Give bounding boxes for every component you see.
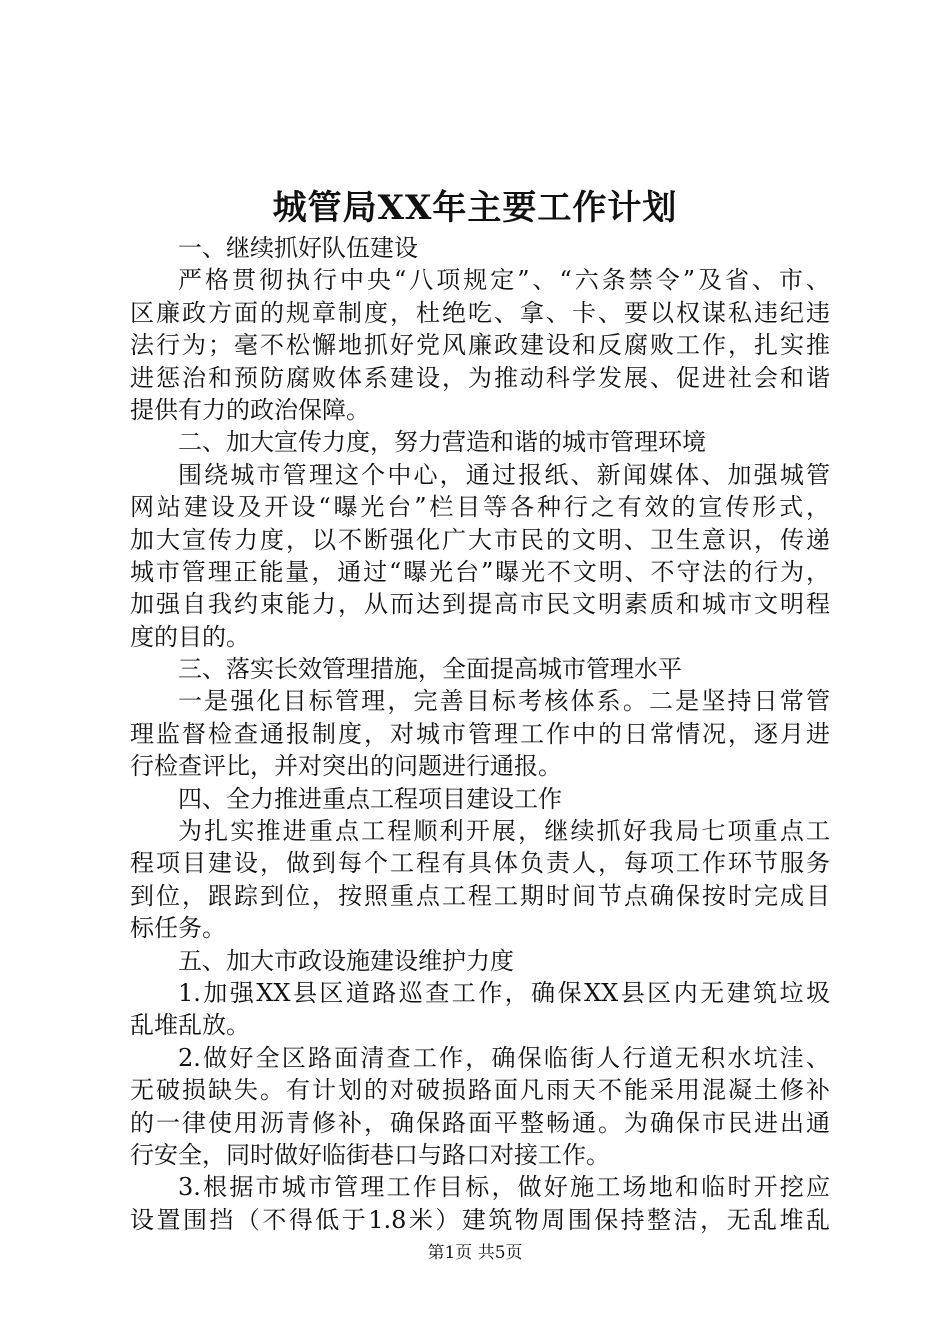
- text-line: 严格贯彻执行中央“八项规定”、“六条禁令”及省、市、: [178, 266, 830, 295]
- text-line: 无破损缺失。有计划的对破损路面凡雨天不能采用混凝土修补: [130, 1076, 830, 1105]
- text-line: 3.根据市城市管理工作目标，做好施工场地和临时开挖应: [178, 1173, 830, 1202]
- text-line: 度的目的。: [130, 622, 250, 651]
- text-line: 网站建设及开设“曝光台”栏目等各种行之有效的宣传形式，: [130, 493, 830, 522]
- text-line: 五、加大市政设施建设维护力度: [178, 946, 514, 975]
- text-line: 的一律使用沥青修补，确保路面平整畅通。为确保市民进出通: [130, 1108, 830, 1137]
- text-line: 1.加强XX县区道路巡查工作，确保XX县区内无建筑垃圾: [178, 978, 830, 1007]
- text-line: 一、继续抓好队伍建设: [178, 234, 418, 262]
- text-line: 加大宣传力度，以不断强化广大市民的文明、卫生意识，传递: [130, 525, 830, 554]
- text-line: 加强自我约束能力，从而达到提高市民文明素质和城市文明程: [130, 590, 830, 619]
- text-line: 设置围挡（不得低于1.8米）建筑物周围保持整洁，无乱堆乱: [130, 1205, 830, 1234]
- text-line: 理监督检查通报制度，对城市管理工作中的日常情况，逐月进: [130, 719, 830, 748]
- text-line: 区廉政方面的规章制度，杜绝吃、拿、卡、要以权谋私违纪违: [130, 298, 830, 327]
- text-line: 提供有力的政治保障。: [130, 395, 370, 424]
- text-line: 为扎实推进重点工程顺利开展，继续抓好我局七项重点工: [178, 817, 830, 846]
- text-line: 三、落实长效管理措施，全面提高城市管理水平: [178, 655, 682, 684]
- text-line: 程项目建设，做到每个工程有具体负责人，每项工作环节服务: [130, 849, 830, 878]
- text-line: 围绕城市管理这个中心，通过报纸、新闻媒体、加强城管: [178, 460, 830, 489]
- text-line: 标任务。: [130, 914, 226, 943]
- text-line: 二、加大宣传力度，努力营造和谐的城市管理环境: [178, 428, 706, 457]
- text-line: 城市管理正能量，通过“曝光台”曝光不文明、不守法的行为，: [130, 557, 830, 586]
- text-line: 四、全力推进重点工程项目建设工作: [178, 784, 562, 813]
- text-line: 行安全，同时做好临街巷口与路口对接工作。: [130, 1140, 610, 1169]
- text-line: 2.做好全区路面清查工作，确保临街人行道无积水坑洼、: [178, 1043, 830, 1072]
- text-line: 行检查评比，并对突出的问题进行通报。: [130, 752, 562, 781]
- text-line: 法行为；毫不松懈地抓好党风廉政建设和反腐败工作，扎实推: [130, 331, 830, 360]
- text-line: 乱堆乱放。: [130, 1011, 250, 1040]
- text-line: 进惩治和预防腐败体系建设，为推动科学发展、促进社会和谐: [130, 363, 830, 392]
- page-footer: 第1页 共5页: [427, 1243, 523, 1263]
- text-line: 一是强化目标管理，完善目标考核体系。二是坚持日常管: [178, 687, 830, 716]
- text-line: 到位，跟踪到位，按照重点工程工期时间节点确保按时完成目: [130, 881, 830, 910]
- document-body: [130, 232, 830, 1236]
- document-title: 城管局XX年主要工作计划: [272, 188, 678, 228]
